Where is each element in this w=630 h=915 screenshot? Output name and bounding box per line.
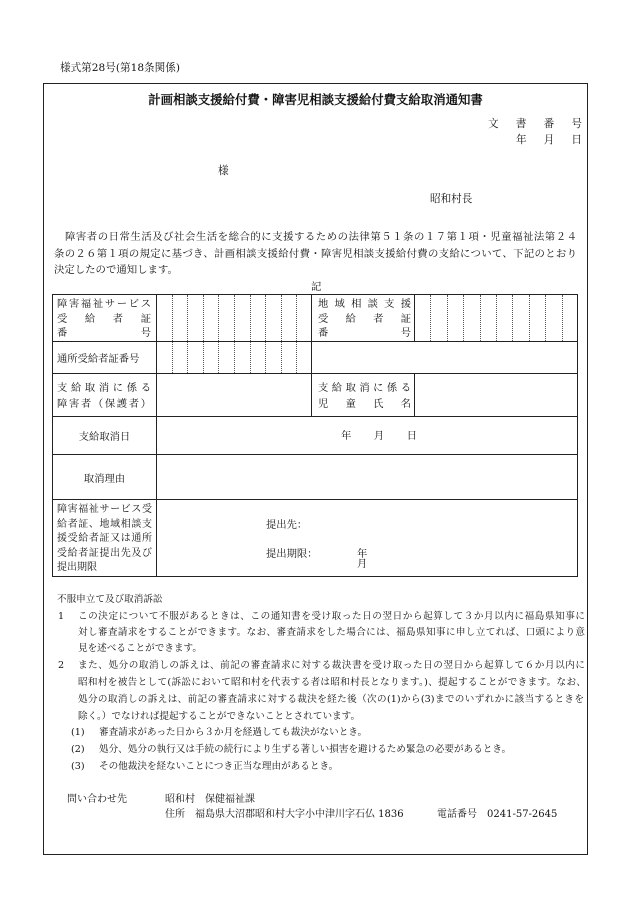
reason-cell — [156, 455, 577, 499]
body-line: 決定したので通知します。 — [54, 264, 178, 276]
digit-box — [297, 295, 312, 341]
appeal-item-line: この決定について不服があるときは、この通知書を受け取った日の翌日から起算して３か月以内に福島県知事に — [78, 611, 585, 622]
appeal-subitem-number: (2) — [71, 744, 85, 755]
table-row — [53, 373, 577, 416]
deadline-template: 年 月 — [357, 548, 388, 571]
day-service-cert-label: 通所受給者証番号 — [57, 353, 140, 365]
digit-box — [219, 295, 235, 341]
digit-box — [266, 342, 282, 373]
digit-box — [204, 342, 220, 373]
table-row — [53, 499, 577, 576]
digit-box — [497, 295, 513, 341]
body-line: 条の２６第１項の規定に基づき、計画相談支援給付費・障害児相談支援給付費の支給について、下記のとおり — [54, 248, 577, 260]
submission-label: 障害福祉サービス受 — [57, 504, 152, 515]
digit-box — [431, 295, 447, 341]
contact-label: 問い合わせ先 — [67, 794, 127, 805]
doc-number-label: 文 書 番 号 — [488, 118, 582, 130]
service-cert-label: 障害福祉サービス — [57, 298, 151, 310]
issue-date-label: 年 月 日 — [516, 134, 582, 146]
table-row — [53, 454, 577, 499]
digit-box — [513, 295, 529, 341]
community-cert-label: 地域相談支援 — [318, 298, 411, 310]
digit-box — [173, 342, 189, 373]
submission-label: 提出期限 — [57, 562, 97, 573]
person-label: 障害者（保護者） — [57, 398, 151, 410]
document-title: 計画相談支援給付費・障害児相談支援給付費支給取消通知書 — [148, 92, 483, 107]
service-cert-number-boxes — [156, 295, 312, 341]
body-line: 障害者の日常生活及び社会生活を総合的に支援するための法律第５１条の１７第１項・児童福祉法第２４ — [65, 231, 577, 243]
contact-department: 昭和村 保健福祉課 — [165, 794, 255, 805]
appeal-item-line: 昭和村を被告として(訴訟において昭和村を代表する者は昭和村長となります。)、提起することができます。なお、 — [78, 677, 586, 688]
appeal-item-line: 除く。）でなければ提起することができないこととされています。 — [78, 711, 361, 722]
digit-box — [546, 295, 562, 341]
digit-box — [157, 342, 173, 373]
community-cert-label-cell — [311, 295, 414, 341]
digit-box — [157, 295, 173, 341]
child-label-cell — [311, 374, 414, 416]
appeal-subitem-text: 処分、処分の執行又は手続の続行により生ずる著しい損害を避けるため緊急の必要があるとき。 — [99, 744, 512, 755]
appeal-item-line: また、処分の取消しの訴えは、前記の審査請求に対する裁決書を受け取った日の翌日から起算して６か月以内に — [78, 660, 585, 671]
digit-box — [219, 342, 235, 373]
service-cert-label-cell — [53, 295, 156, 341]
table-row — [53, 416, 577, 454]
issuer-name: 昭和村長 — [430, 193, 473, 205]
table-row — [53, 295, 577, 341]
contact-phone: 電話番号 0241-57-2645 — [437, 809, 558, 820]
person-label: 支給取消に係る — [57, 382, 151, 394]
table-row — [53, 341, 577, 373]
submission-label-cell — [53, 500, 156, 576]
reason-label: 取消理由 — [83, 472, 126, 485]
contact-address: 住所 福島県大沼郡昭和村大字小中津川字石仏 1836 — [165, 809, 404, 820]
form-number: 様式第28号(第18条関係) — [60, 62, 180, 74]
digit-box — [448, 295, 464, 341]
blank-cell — [311, 342, 577, 373]
digit-box — [297, 342, 312, 373]
digit-box — [563, 295, 578, 341]
submission-label: 受給者証提出先及び — [57, 547, 152, 559]
community-cert-label: 番 号 — [318, 327, 411, 339]
digit-box — [282, 342, 298, 373]
service-cert-label: 受 給 者 証 — [57, 312, 151, 325]
digit-box — [188, 342, 204, 373]
day-service-cert-number-boxes — [156, 342, 312, 373]
digit-box — [266, 295, 282, 341]
person-label-cell — [53, 374, 156, 416]
digit-box — [235, 342, 251, 373]
digit-box — [530, 295, 546, 341]
digit-box — [235, 295, 251, 341]
cancel-date-label: 支給取消日 — [78, 431, 131, 443]
child-name-cell — [414, 374, 577, 416]
digit-box — [204, 295, 220, 341]
digit-box — [481, 295, 497, 341]
child-label: 支給取消に係る — [318, 382, 411, 394]
appeal-item-line: 見を述べることができます。 — [78, 643, 202, 654]
community-cert-label: 受 給 者 証 — [318, 312, 411, 325]
community-cert-number-boxes — [414, 295, 578, 341]
submission-label: 給者証、地域相談支 — [57, 518, 152, 530]
digit-box — [188, 295, 204, 341]
digit-box — [173, 295, 189, 341]
digit-box — [251, 342, 267, 373]
digit-box — [464, 295, 480, 341]
appeal-item-number: 1 — [58, 611, 65, 622]
digit-box — [251, 295, 267, 341]
service-cert-label: 番 号 — [57, 327, 151, 339]
appeal-item-line: 対し審査請求をすることができます。なお、審査請求をした場合には、福島県知事に申し立てれば、口頭により意 — [78, 627, 585, 638]
details-table — [52, 294, 578, 577]
digit-box — [415, 295, 431, 341]
appeal-item-number: 2 — [58, 660, 65, 671]
appeal-heading: 不服申立て及び取消訴訟 — [57, 594, 163, 605]
destination-label: 提出先： — [266, 519, 308, 531]
appeal-subitem-text: 審査請求があった日から３か月を経過しても裁決がないとき。 — [99, 727, 368, 738]
child-label: 児 童 氏 名 — [318, 398, 411, 410]
cancel-date-template: 年 月 日 — [341, 430, 417, 442]
addressee-suffix: 様 — [218, 165, 229, 177]
person-name-cell — [156, 374, 311, 416]
appeal-subitem-text: その他裁決を経ないことにつき正当な理由があるとき。 — [99, 761, 339, 772]
submission-label: 援受給者証又は通所 — [57, 533, 152, 544]
appeal-item-line: 処分の取消しの訴えは、前記の審査請求に対する裁決を経た後（次の(1)から(3)までのいずれかに該当するときを — [78, 694, 584, 705]
deadline-label: 提出期限： — [266, 548, 318, 560]
digit-box — [282, 295, 298, 341]
ki-heading: 記 — [311, 281, 322, 293]
appeal-subitem-number: (3) — [71, 761, 85, 772]
appeal-subitem-number: (1) — [71, 727, 85, 738]
